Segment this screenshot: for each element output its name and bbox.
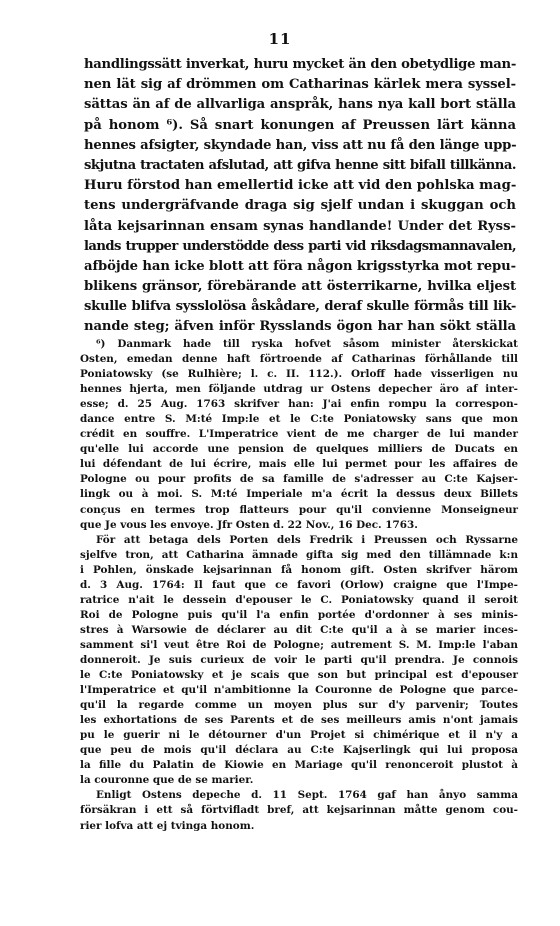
body-line: Huru förstod han emellertid icke att vid den pohlska mag-: [84, 178, 517, 194]
footnote-line: d. 3 Aug. 1764: Il faut que ce favori (Orlow) craigne que l'Impe-: [80, 578, 518, 591]
footnote-line: qu'elle lui accorde une pension de quelques milliers de Ducats en: [80, 443, 518, 456]
footnote-line: les exhortations de ses Parents et de ses meilleurs amis n'ont jamais: [80, 714, 518, 727]
body-line: skjutna tractaten afslutad, att gifva henne sitt bifall tillkänna.: [84, 157, 516, 173]
footnote-line: le C:te Poniatowsky et je scais que son but principal est d'epouser: [80, 669, 518, 682]
footnote-line: hennes hjerta, men följande utdrag ur Ostens depecher äro af inter-: [80, 383, 518, 396]
footnote-line: försäkran i ett så förtvifladt bref, att kejsarinnan måtte genom cou-: [80, 804, 518, 817]
body-line: hennes afsigter, skyndade han, viss att nu få den länge upp-: [84, 137, 517, 153]
body-line: blikens gränsor, förebärande att österrikarne, hvilka eljest: [84, 279, 516, 295]
footnote-line: esse; d. 25 Aug. 1763 skrifver han: J'ai enfin rompu la correspon-: [80, 398, 518, 411]
body-line: afböjde han icke blott att föra någon krigsstyrka mot repu-: [84, 258, 516, 274]
body-line: på honom ⁶). Så snart konungen af Preussen lärt känna: [84, 117, 516, 133]
footnote-line: Pologne ou pour profits de sa famille de s'adresser au C:te Kajser-: [80, 473, 518, 486]
footnote-line: conçus en termes trop flatteurs pour qu'il convienne Monseigneur: [80, 503, 518, 516]
footnote-line: qu'il la regarde comme un moyen plus sur d'y parvenir; Toutes: [80, 699, 518, 712]
footnote-line: dance entre S. M:té Imp:le et le C:te Poniatowsky sans que mon: [80, 413, 518, 426]
body-line: skulle blifva sysslolösa åskådare, deraf skulle förmås till lik-: [84, 299, 516, 315]
body-text: [84, 55, 516, 338]
footnote-line: Enligt Ostens depeche d. 11 Sept. 1764 gaf han ånyo samma: [96, 789, 518, 802]
footnote-line: samment si'l veut être Roi de Pologne; autrement S. M. Imp:le l'aban: [80, 638, 518, 651]
footnote-line: ⁶) Danmark hade till ryska hofvet såsom minister återskickat: [96, 338, 518, 350]
body-line: lands trupper understödde dess parti vid riksdagsmannavalen,: [84, 238, 516, 254]
footnote-line: För att betaga dels Porten dels Fredrik i Preussen och Ryssarne: [96, 533, 518, 546]
footnote-line: i Pohlen, önskade kejsarinnan få honom gift. Osten skrifver härom: [80, 563, 518, 576]
body-line: tens undergräfvande draga sig sjelf undan i skuggan och: [84, 198, 516, 214]
footnote-line: rier lofva att ej tvinga honom.: [80, 819, 255, 832]
footnote-line: pu le guerir ni le détourner d'un Projet si chimérique et il n'y a: [80, 729, 518, 742]
footnote-line: que peu de mois qu'il déclara au C:te Kajserlingk qui lui proposa: [80, 744, 518, 757]
footnote-line: que Je vous les envoye. Jfr Osten d. 22 Nov., 16 Dec. 1763.: [80, 518, 418, 531]
footnote-line: l'Imperatrice et qu'il n'ambitionne la Couronne de Pologne que parce-: [80, 684, 518, 697]
footnote: [80, 337, 518, 834]
footnote-line: ratrice n'ait le dessein d'epouser le C. Poniatowsky quand il seroit: [80, 593, 518, 606]
footnote-line: donneroit. Je suis curieux de voir le parti qu'il prendra. Je connois: [80, 653, 518, 666]
footnote-line: la couronne que de se marier.: [80, 774, 254, 787]
footnote-line: lui défendant de lui écrire, mais elle lui permet pour les affaires de: [80, 458, 518, 471]
body-line: handlingssätt inverkat, huru mycket än den obetydlige man-: [84, 57, 516, 72]
footnote-line: Roi de Pologne puis qu'il l'a enfin portée d'ordonner à ses minis-: [80, 608, 518, 621]
body-line: låta kejsarinnan ensam synas handlande! Under det Ryss-: [84, 218, 516, 234]
body-line: nande steg; äfven inför Rysslands ögon har han sökt ställa: [84, 319, 516, 335]
body-line: nen lät sig af drömmen om Catharinas kärlek mera syssel-: [84, 77, 516, 93]
page-number: 11: [268, 30, 292, 48]
footnote-line: crédit en souffre. L'Imperatrice vient de me charger de lui mander: [80, 428, 518, 441]
footnote-line: Osten, emedan denne haft förtroende af Catharinas förhållande till: [80, 353, 518, 366]
body-line: sättas än af de allvarliga anspråk, hans nya kall bort ställa: [84, 97, 516, 113]
footnote-line: la fille du Palatin de Kiowie en Mariage qu'il renonceroit plustot à: [80, 759, 518, 772]
footnote-line: sjelfve tron, att Catharina ämnade gifta sig med den tillämnade k:n: [80, 548, 518, 561]
footnote-line: stres à Warsowie de déclarer au dit C:te qu'il a à se marier inces-: [80, 623, 518, 636]
footnote-line: lingk ou à moi. S. M:té Imperiale m'a écrit la dessus deux Billets: [80, 488, 518, 501]
footnote-line: Poniatowsky (se Rulhière; l. c. II. 112.). Orloff hade visserligen nu: [80, 368, 518, 381]
